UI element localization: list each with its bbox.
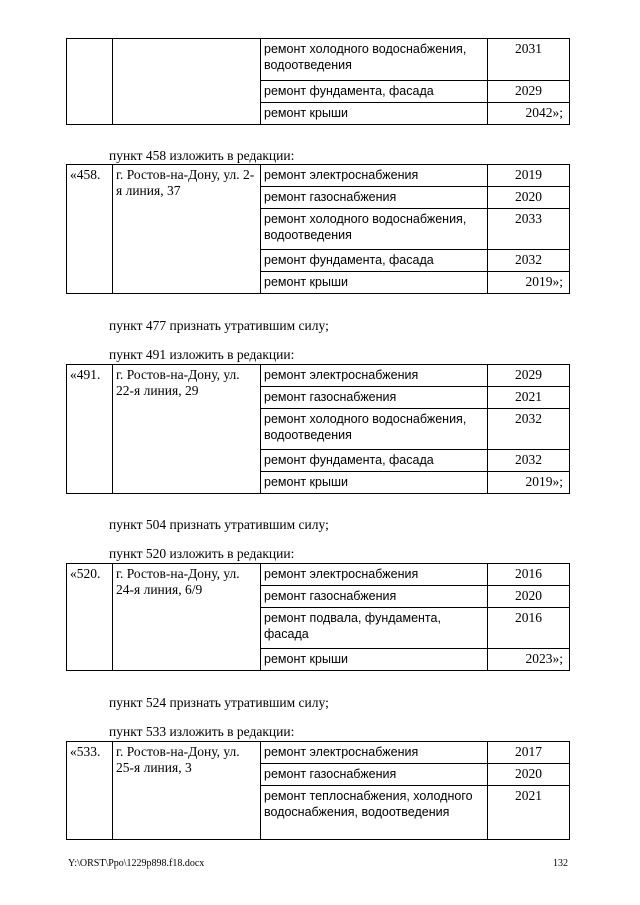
table-row bbox=[67, 564, 570, 586]
year-cell: 2032 bbox=[488, 450, 570, 472]
item-number-cell: «533. bbox=[67, 742, 113, 840]
work-type-cell: ремонт фундамента, фасада bbox=[261, 450, 488, 472]
paragraph-item-491: пункт 491 изложить в редакции: bbox=[109, 347, 295, 362]
paragraph-item-477: пункт 477 признать утратившим силу; bbox=[109, 318, 329, 333]
paragraph-item-524: пункт 524 признать утратившим силу; bbox=[109, 695, 329, 710]
table-row bbox=[67, 39, 570, 81]
work-type-cell: ремонт холодного водоснабжения, водоотведения bbox=[261, 39, 488, 81]
work-type-cell: ремонт электроснабжения bbox=[261, 165, 488, 187]
work-type-cell: ремонт газоснабжения bbox=[261, 187, 488, 209]
paragraph-item-458: пункт 458 изложить в редакции: bbox=[109, 148, 295, 163]
work-type-cell: ремонт холодного водоснабжения, водоотведения bbox=[261, 409, 488, 450]
work-type-cell: ремонт электроснабжения bbox=[261, 564, 488, 586]
item-number-cell bbox=[67, 39, 113, 125]
table-continuation bbox=[66, 38, 570, 125]
year-cell: 2033 bbox=[488, 209, 570, 250]
work-type-cell: ремонт газоснабжения bbox=[261, 586, 488, 608]
work-type-cell: ремонт фундамента, фасада bbox=[261, 250, 488, 272]
year-cell: 2019 bbox=[488, 165, 570, 187]
year-cell: 2031 bbox=[488, 39, 570, 81]
year-cell: 2032 bbox=[488, 409, 570, 450]
year-cell: 2016 bbox=[488, 608, 570, 649]
address-cell: г. Ростов-на-Дону, ул. 22-я линия, 29 bbox=[113, 365, 261, 494]
footer-file-path: Y:\ORST\Ppo\1229p898.f18.docx bbox=[68, 858, 205, 869]
work-type-cell: ремонт теплоснабжения, холодного водоснабжения, водоотведения bbox=[261, 786, 488, 840]
year-cell: 2020 bbox=[488, 187, 570, 209]
address-cell bbox=[113, 39, 261, 125]
work-type-cell: ремонт холодного водоснабжения, водоотведения bbox=[261, 209, 488, 250]
paragraph-item-520: пункт 520 изложить в редакции: bbox=[109, 546, 295, 561]
table-item-533 bbox=[66, 741, 570, 840]
year-cell: 2019»; bbox=[488, 272, 570, 294]
address-cell: г. Ростов-на-Дону, ул. 2-я линия, 37 bbox=[113, 165, 261, 294]
table-item-458 bbox=[66, 164, 570, 294]
year-cell: 2021 bbox=[488, 387, 570, 409]
year-cell: 2042»; bbox=[488, 103, 570, 125]
work-type-cell: ремонт газоснабжения bbox=[261, 764, 488, 786]
table-item-491 bbox=[66, 364, 570, 494]
year-cell: 2021 bbox=[488, 786, 570, 840]
year-cell: 2017 bbox=[488, 742, 570, 764]
table-row bbox=[67, 742, 570, 764]
paragraph-item-504: пункт 504 признать утратившим силу; bbox=[109, 517, 329, 532]
year-cell: 2029 bbox=[488, 81, 570, 103]
work-type-cell: ремонт подвала, фундамента, фасада bbox=[261, 608, 488, 649]
table-row bbox=[67, 165, 570, 187]
table-row bbox=[67, 365, 570, 387]
year-cell: 2032 bbox=[488, 250, 570, 272]
year-cell: 2029 bbox=[488, 365, 570, 387]
table-item-520 bbox=[66, 563, 570, 671]
year-cell: 2019»; bbox=[488, 472, 570, 494]
year-cell: 2020 bbox=[488, 764, 570, 786]
work-type-cell: ремонт крыши bbox=[261, 272, 488, 294]
work-type-cell: ремонт крыши bbox=[261, 649, 488, 671]
item-number-cell: «458. bbox=[67, 165, 113, 294]
item-number-cell: «520. bbox=[67, 564, 113, 671]
address-cell: г. Ростов-на-Дону, ул. 25-я линия, 3 bbox=[113, 742, 261, 840]
work-type-cell: ремонт электроснабжения bbox=[261, 742, 488, 764]
year-cell: 2020 bbox=[488, 586, 570, 608]
address-cell: г. Ростов-на-Дону, ул. 24-я линия, 6/9 bbox=[113, 564, 261, 671]
work-type-cell: ремонт крыши bbox=[261, 472, 488, 494]
work-type-cell: ремонт фундамента, фасада bbox=[261, 81, 488, 103]
item-number-cell: «491. bbox=[67, 365, 113, 494]
work-type-cell: ремонт газоснабжения bbox=[261, 387, 488, 409]
year-cell: 2016 bbox=[488, 564, 570, 586]
year-cell: 2023»; bbox=[488, 649, 570, 671]
paragraph-item-533: пункт 533 изложить в редакции: bbox=[109, 724, 295, 739]
work-type-cell: ремонт электроснабжения bbox=[261, 365, 488, 387]
page-number: 132 bbox=[553, 858, 568, 869]
work-type-cell: ремонт крыши bbox=[261, 103, 488, 125]
